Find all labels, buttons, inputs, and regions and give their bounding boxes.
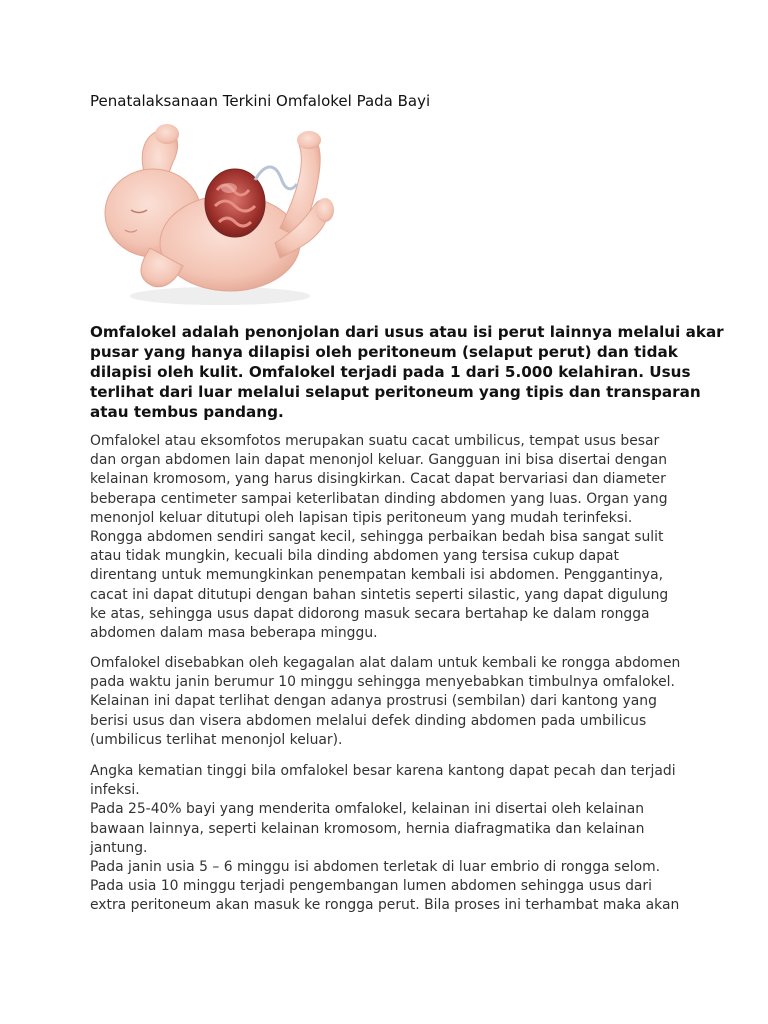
body-paragraph-2 — [90, 654, 690, 750]
text-line: Angka kematian tinggi bila omfalokel besar karena kantong dapat pecah dan terjadi — [90, 763, 676, 779]
text-line: beberapa centimeter sampai keterlibatan dinding abdomen yang luas. Organ yang — [90, 490, 668, 507]
text-line: Pada usia 10 minggu terjadi pengembangan lumen abdomen sehingga usus dari — [90, 878, 652, 895]
text-line: Pada 25-40% bayi yang menderita omfalokel, kelainan ini disertai oleh kelainan — [90, 801, 645, 818]
text-line: ke atas, sehingga usus dapat didorong masuk secara bertahap ke dalam rongga — [90, 605, 650, 622]
text-line: direntang untuk memungkinkan penempatan kembali isi abdomen. Penggantinya, — [90, 567, 664, 584]
body-paragraph-1 — [90, 432, 690, 643]
baby-omphalocele-illustration — [95, 118, 335, 308]
text-line: menonjol keluar ditutupi oleh lapisan tipis peritoneum yang mudah terinfeksi. — [90, 509, 633, 526]
body-paragraph-3 — [90, 762, 690, 916]
text-line: pada waktu janin berumur 10 minggu sehingga menyebabkan timbulnya omfalokel. — [90, 674, 675, 691]
text-line: dilapisi oleh kulit. Omfalokel terjadi pada 1 dari 5.000 kelahiran. Usus — [90, 363, 691, 381]
lead-paragraph — [90, 322, 724, 422]
text-line: Omfalokel disebabkan oleh kegagalan alat dalam untuk kembali ke rongga abdomen — [90, 655, 681, 671]
text-line: jantung. — [90, 839, 148, 856]
text-line: Omfalokel atau eksomfotos merupakan suatu cacat umbilicus, tempat usus besar — [90, 433, 660, 449]
text-line: infeksi. — [90, 782, 140, 799]
document-title: Penatalaksanaan Terkini Omfalokel Pada Bayi — [90, 92, 431, 110]
text-line: bawaan lainnya, seperti kelainan kromosom, hernia diafragmatika dan kelainan — [90, 820, 645, 837]
text-line: atau tidak mungkin, kecuali bila dinding abdomen yang tersisa cukup dapat — [90, 548, 619, 565]
text-line: cacat ini dapat ditutupi dengan bahan sintetis seperti silastic, yang dapat digulung — [90, 586, 669, 603]
text-line: Pada janin usia 5 – 6 minggu isi abdomen terletak di luar embrio di rongga selom. — [90, 859, 661, 876]
text-line: kelainan kromosom, yang harus disingkirkan. Cacat dapat bervariasi dan diameter — [90, 471, 666, 488]
text-line: Kelainan ini dapat terlihat dengan adanya prostrusi (sembilan) dari kantong yang — [90, 693, 657, 710]
text-line: (umbilicus terlihat menonjol keluar). — [90, 731, 343, 748]
text-line: extra peritoneum akan masuk ke rongga perut. Bila proses ini terhambat maka akan — [90, 897, 680, 914]
text-line: berisi usus dan visera abdomen melalui defek dinding abdomen pada umbilicus — [90, 712, 647, 729]
text-line: Rongga abdomen sendiri sangat kecil, sehingga perbaikan bedah bisa sangat sulit — [90, 529, 664, 546]
text-line: pusar yang hanya dilapisi oleh peritoneum (selaput perut) dan tidak — [90, 343, 678, 361]
text-line: dan organ abdomen lain dapat menonjol keluar. Gangguan ini bisa disertai dengan — [90, 452, 668, 469]
text-line: abdomen dalam masa beberapa minggu. — [90, 625, 378, 642]
text-line: atau tembus pandang. — [90, 403, 284, 421]
text-line: Omfalokel adalah penonjolan dari usus atau isi perut lainnya melalui akar — [90, 323, 724, 341]
text-line: terlihat dari luar melalui selaput peritoneum yang tipis dan transparan — [90, 383, 701, 401]
